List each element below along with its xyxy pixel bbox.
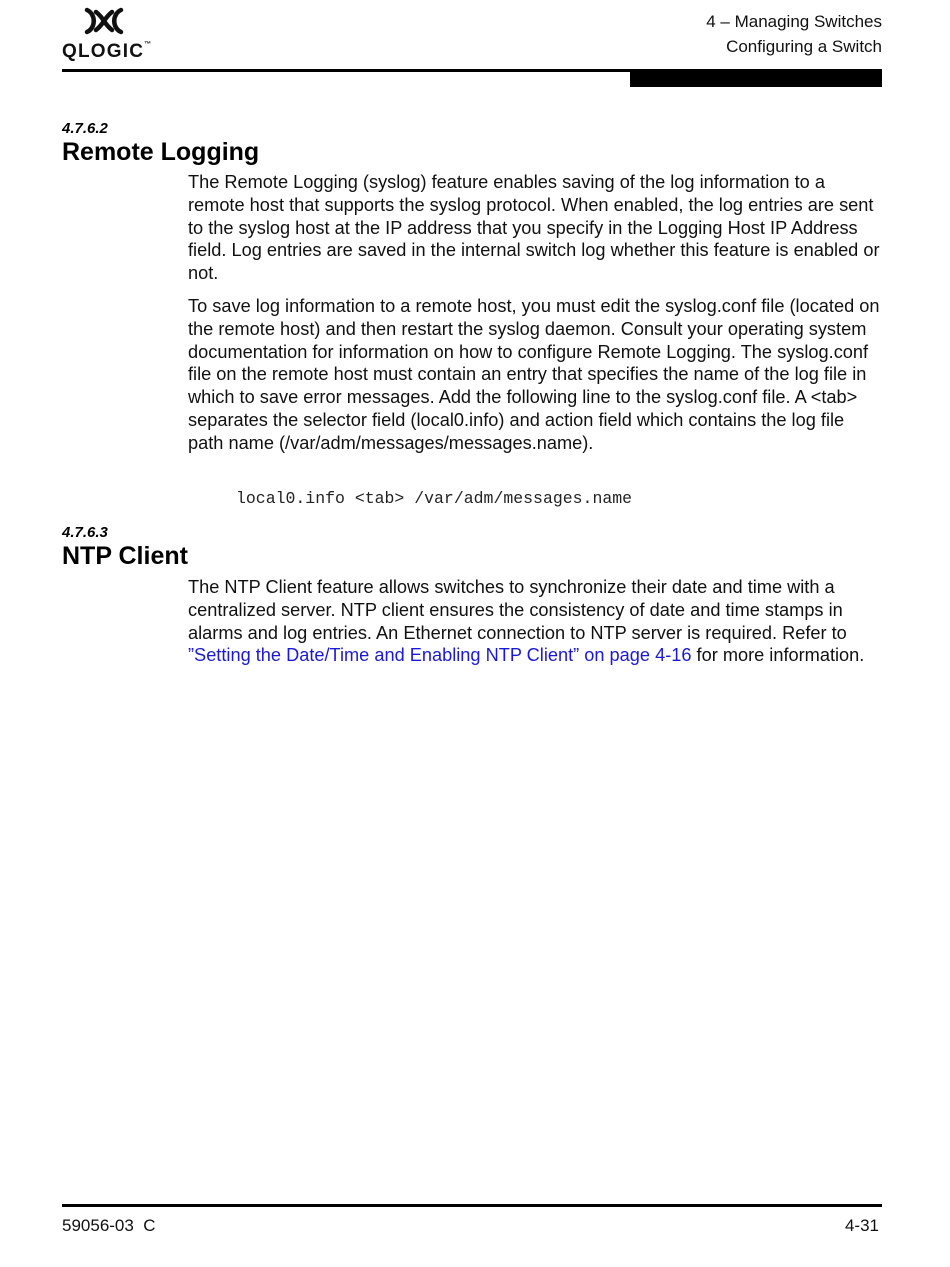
header-rule-block [630,69,882,87]
body-paragraph: The Remote Logging (syslog) feature enables saving of the log information to a remote host that supports the syslog protocol. When enabled, the log entries are sent to the syslog host at the IP address that you specify in the Logging Host IP Address field. Log entries are saved in the internal switch log whether this feature is enabled or not. [188,172,880,284]
paragraph-text: The NTP Client feature allows switches to synchronize their date and time with a centralized server. NTP client ensures the consistency of date and time stamps in alarms and log entries. An Ethernet connection to NTP server is required. Refer to [188,577,847,643]
section-title: Remote Logging [62,138,260,166]
document-number: 59056-03 C [62,1216,156,1235]
logo-wordmark: QLOGIC™ [62,41,152,62]
footer-rule [62,1204,882,1207]
chapter-title: 4 – Managing Switches [706,12,882,31]
section-title: NTP Client [62,542,188,570]
code-sample: local0.info <tab> /var/adm/messages.name [236,489,633,508]
paragraph-text: for more information. [691,645,865,666]
qlogic-logo-icon [82,6,126,36]
qlogic-logo [62,6,152,62]
page-number: 4-31 [844,1216,879,1235]
cross-reference-link[interactable]: ”Setting the Date/Time and Enabling NTP Client” on page 4-16 [188,645,692,666]
section-heading: Configuring a Switch [726,37,882,56]
section-number: 4.7.6.3 [62,524,108,541]
body-paragraph: To save log information to a remote host, you must edit the syslog.conf file (located on the remote host) and then restart the syslog daemon. Consult your operating system documentation for information on how to configure Remote Logging. The syslog.conf file on the remote host must contain an entry that specifies the name of the log file in which to save error messages. Add the following line to the syslog.conf file. A <tab> separates the selector field (local0.info) and action field which contains the log file path name (/var/adm/messages/messages.name). [188,296,880,453]
running-header [706,9,882,59]
section-number: 4.7.6.2 [62,120,108,137]
body-paragraph [188,576,882,667]
